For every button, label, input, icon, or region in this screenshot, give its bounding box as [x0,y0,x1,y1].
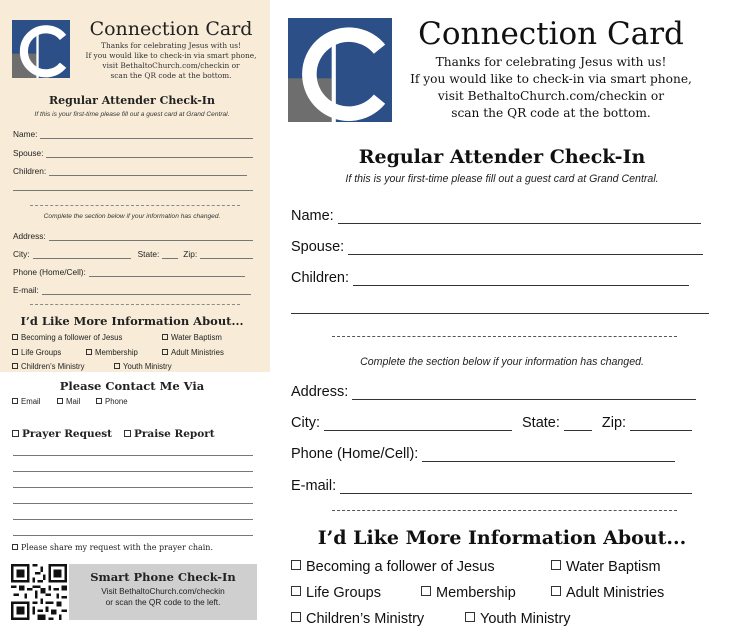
phone-field[interactable]: Phone (Home/Cell): [291,442,675,462]
checkbox-icon [57,398,63,404]
preview-phone-field: Phone (Home/Cell): [13,265,245,277]
praise-report-option: Praise Report [124,428,215,440]
preview-option-adult-ministries: Adult Ministries [162,348,224,357]
spouse-field[interactable]: Spouse: [291,235,703,255]
children-extra-line[interactable] [291,313,709,314]
prayer-line [13,471,253,472]
preview-checkin-heading: Regular Attender Check-In [49,94,215,107]
checkbox-icon[interactable] [291,586,301,596]
checkbox-icon[interactable] [291,612,301,622]
name-field[interactable]: Name: [291,204,701,224]
checkbox-icon [162,349,168,355]
option-life-groups[interactable]: Life Groups [291,585,381,601]
preview-option-membership: Membership [86,348,138,357]
first-time-note: If this is your first-time please fill out a guest card at Grand Central. [345,173,659,185]
preview-option-childrens-ministry: Children’s Ministry [12,362,85,371]
checkbox-icon [12,349,18,355]
checkbox-icon[interactable] [465,612,475,622]
preview-title: Connection Card [89,18,253,40]
preview-option-follower: Becoming a follower of Jesus [12,333,122,342]
preview-divider [30,304,240,305]
changed-info-note: Complete the section below if your information has changed. [360,356,644,368]
checkbox-icon[interactable] [551,586,561,596]
prayer-line [13,535,253,536]
church-logo-icon [288,18,392,122]
preview-name-field: Name: [13,127,253,139]
section-divider [332,336,677,337]
children-field[interactable]: Children: [291,266,689,286]
checkbox-icon [12,363,18,369]
preview-email-field: E-mail: [13,283,251,295]
preview-children-field: Children: [13,164,247,176]
prayer-line [13,519,253,520]
option-adult-ministries[interactable]: Adult Ministries [551,585,664,601]
contact-option-phone: Phone [96,397,128,406]
preview-option-youth-ministry: Youth Ministry [114,362,172,371]
card-title: Connection Card [418,16,684,52]
checkbox-icon [124,430,131,437]
share-request-option: Please share my request with the prayer chain. [12,543,213,552]
preview-address-field: Address: [13,229,253,241]
card-intro: Thanks for celebrating Jesus with us! If you would like to check-in via smart phone, visit BethaltoChurch.com/checkin or scan the QR code at the bottom. [410,55,692,120]
option-youth-ministry[interactable]: Youth Ministry [465,611,571,627]
checkbox-icon [162,334,168,340]
contact-option-mail: Mail [57,397,80,406]
preview-intro: Thanks for celebrating Jesus with us! If you would like to check-in via smart phone, visit BethaltoChurch.com/checkin or scan the QR code at the bottom. [85,41,257,80]
checkbox-icon [12,430,19,437]
preview-option-baptism: Water Baptism [162,333,222,342]
checkbox-icon[interactable] [551,560,561,570]
preview-option-life-groups: Life Groups [12,348,61,357]
option-follower-of-jesus[interactable]: Becoming a follower of Jesus [291,559,495,575]
checkbox-icon[interactable] [421,586,431,596]
checkbox-icon [12,334,18,340]
contact-option-email: Email [12,397,41,406]
preview-first-time-note: If this is your first-time please fill out a guest card at Grand Central. [34,111,230,118]
preview-front-side [0,0,270,372]
prayer-request-option: Prayer Request [12,428,112,440]
preview-changed-note: Complete the section below if your information has changed. [43,213,221,220]
email-field[interactable]: E-mail: [291,474,692,494]
preview-info-heading: I’d Like More Information About... [20,314,244,328]
more-info-heading: I’d Like More Information About... [317,527,687,549]
prayer-line [13,455,253,456]
contact-heading: Please Contact Me Via [59,379,205,393]
card-preview-thumbnail [0,0,270,641]
option-water-baptism[interactable]: Water Baptism [551,559,661,575]
preview-divider [30,205,240,206]
church-logo-icon [11,20,71,78]
address-field[interactable]: Address: [291,380,696,400]
preview-city-state-zip: City: State: Zip: [13,247,253,259]
option-childrens-ministry[interactable]: Children’s Ministry [291,611,424,627]
checkbox-icon [12,398,18,404]
option-membership[interactable]: Membership [421,585,516,601]
prayer-line [13,487,253,488]
smart-phone-title: Smart Phone Check-In [90,570,236,584]
city-state-zip-row[interactable]: City: State: Zip: [291,411,692,431]
smart-phone-text: Visit BethaltoChurch.com/checkin or scan the QR code to the left. [101,586,225,607]
smart-phone-checkin-box [69,564,257,620]
qr-code-icon [11,564,67,620]
prayer-line [13,503,253,504]
preview-spouse-field: Spouse: [13,146,253,158]
checkbox-icon [96,398,102,404]
checkbox-icon [86,349,92,355]
checkbox-icon [12,544,18,550]
checkbox-icon[interactable] [291,560,301,570]
section-divider [332,510,677,511]
preview-extra-line [13,190,253,191]
checkbox-icon [114,363,120,369]
checkin-heading: Regular Attender Check-In [358,146,646,168]
